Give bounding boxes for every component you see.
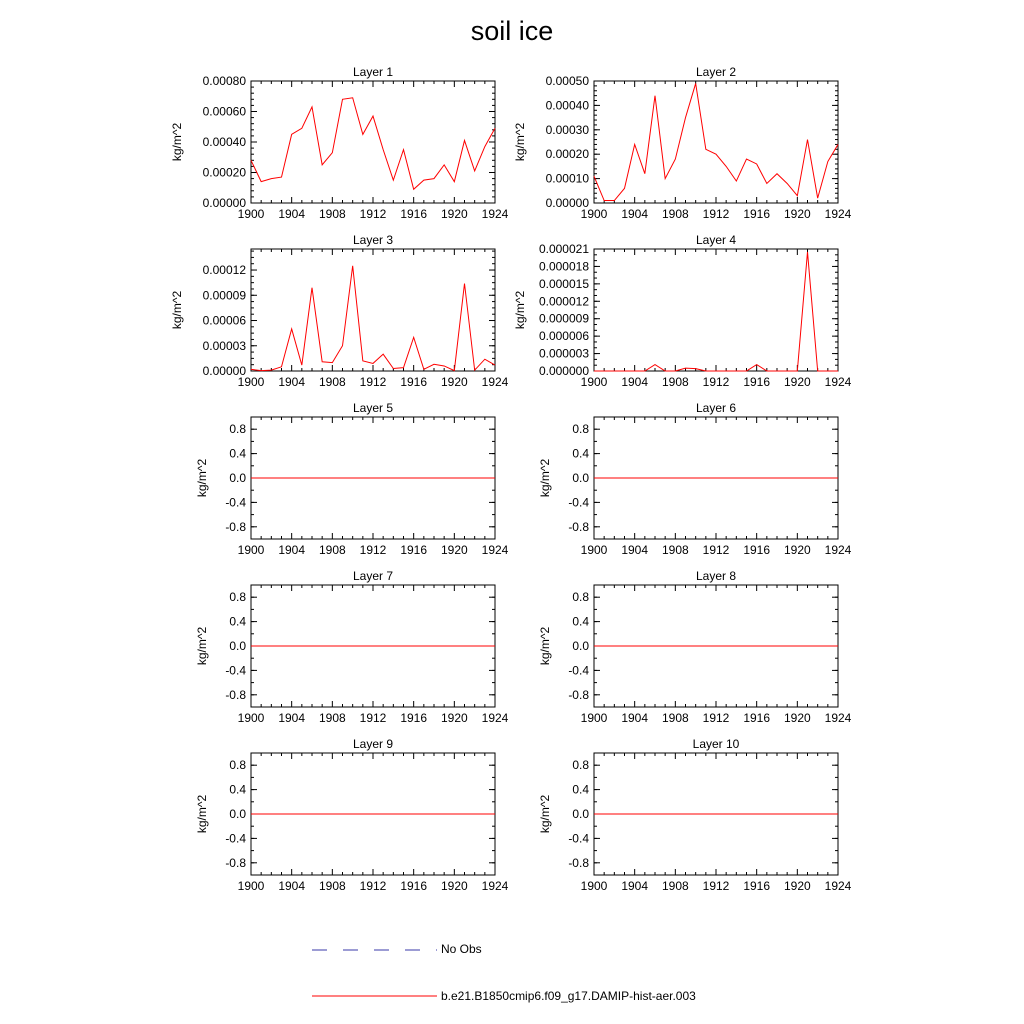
panel-4-ytick-label: 0.000012 xyxy=(538,294,589,309)
panel-4-xtick-label: 1912 xyxy=(702,375,730,389)
panel-3-title: Layer 3 xyxy=(352,233,394,247)
panel-6-xtick-label: 1904 xyxy=(621,543,649,557)
panel-1-ytick-label: 0.00000 xyxy=(202,196,246,210)
panel-7-ytick-label: 0.8 xyxy=(229,590,246,605)
panel-10-xtick-label: 1912 xyxy=(702,879,730,893)
panel-5-xtick-label: 1908 xyxy=(318,543,346,557)
panel-6-ytick-label: -0.8 xyxy=(568,519,589,534)
panel-2-xtick-label: 1912 xyxy=(702,207,730,221)
panel-7-xtick-label: 1908 xyxy=(318,711,346,725)
panel-2-xtick-label: 1904 xyxy=(621,207,649,221)
panel-10-xtick-label: 1908 xyxy=(661,879,689,893)
panel-6-xtick-label: 1900 xyxy=(580,543,608,557)
panel-8-title: Layer 8 xyxy=(695,569,737,583)
panel-6-ylabel: kg/m^2 xyxy=(538,458,552,498)
panel-4-xtick-label: 1924 xyxy=(824,375,852,389)
panel-2-ytick-label: 0.00040 xyxy=(545,98,589,113)
panel-6-xtick-label: 1908 xyxy=(661,543,689,557)
panel-9-ylabel: kg/m^2 xyxy=(195,794,209,834)
panel-7-xtick-label: 1900 xyxy=(237,711,265,725)
panel-4-series-line xyxy=(594,252,838,371)
panel-2-xtick-label: 1924 xyxy=(824,207,852,221)
panel-8-ytick-label: -0.4 xyxy=(568,663,589,678)
panel-9-xtick-label: 1908 xyxy=(318,879,346,893)
panel-7-ytick-label: -0.8 xyxy=(225,687,246,702)
page-title: soil ice xyxy=(470,16,554,46)
panel-5-ytick-label: -0.4 xyxy=(225,495,246,510)
panel-5-ytick-label: 0.8 xyxy=(229,422,246,437)
panel-5-xtick-label: 1916 xyxy=(400,543,428,557)
panel-1-ytick-label: 0.00060 xyxy=(202,104,246,119)
panel-5-xtick-label: 1920 xyxy=(440,543,468,557)
panel-5-xtick-label: 1912 xyxy=(359,543,387,557)
panel-2-title: Layer 2 xyxy=(695,65,737,79)
panel-3-ytick-label: 0.00003 xyxy=(202,338,246,353)
panel-7-ytick-label: 0.4 xyxy=(229,614,246,629)
panel-6-ytick-label: -0.4 xyxy=(568,495,589,510)
panel-3-frame xyxy=(251,249,495,371)
panel-5-ytick-label: -0.8 xyxy=(225,519,246,534)
panel-9-ytick-label: 0.8 xyxy=(229,758,246,773)
panel-4-ytick-label: 0.000018 xyxy=(538,259,589,274)
panel-9-ytick-label: -0.8 xyxy=(225,855,246,870)
panel-6-xtick-label: 1916 xyxy=(743,543,771,557)
panel-8-ytick-label: 0.0 xyxy=(572,639,589,653)
panel-10-xtick-label: 1916 xyxy=(743,879,771,893)
panel-4-title: Layer 4 xyxy=(695,233,737,247)
panel-4-xtick-label: 1920 xyxy=(783,375,811,389)
panel-1-xtick-label: 1920 xyxy=(440,207,468,221)
panel-6-ytick-label: 0.0 xyxy=(572,471,589,485)
panel-4-ytick-label: 0.000009 xyxy=(538,311,589,326)
panel-4-xtick-label: 1908 xyxy=(661,375,689,389)
panel-1-xtick-label: 1904 xyxy=(278,207,306,221)
panel-3-xtick-label: 1916 xyxy=(400,375,428,389)
panel-9-xtick-label: 1916 xyxy=(400,879,428,893)
panel-3-xtick-label: 1912 xyxy=(359,375,387,389)
panel-8-xtick-label: 1912 xyxy=(702,711,730,725)
panel-3-xtick-label: 1908 xyxy=(318,375,346,389)
panel-4-ytick-label: 0.000006 xyxy=(538,329,589,344)
panel-8-xtick-label: 1920 xyxy=(783,711,811,725)
panel-9-ytick-label: 0.0 xyxy=(229,807,246,821)
panel-10-ytick-label: -0.4 xyxy=(568,831,589,846)
panel-9-title: Layer 9 xyxy=(352,737,394,751)
panel-9-ytick-label: -0.4 xyxy=(225,831,246,846)
panel-2-ytick-label: 0.00020 xyxy=(545,147,589,162)
panel-6-xtick-label: 1920 xyxy=(783,543,811,557)
panel-3-xtick-label: 1920 xyxy=(440,375,468,389)
panel-1-xtick-label: 1916 xyxy=(400,207,428,221)
panel-8-xtick-label: 1908 xyxy=(661,711,689,725)
panel-7-xtick-label: 1904 xyxy=(278,711,306,725)
panel-7-xtick-label: 1912 xyxy=(359,711,387,725)
panel-4-ytick-label: 0.000003 xyxy=(538,346,589,361)
panel-6-ytick-label: 0.4 xyxy=(572,446,589,461)
panel-7-xtick-label: 1920 xyxy=(440,711,468,725)
panel-2-ytick-label: 0.00050 xyxy=(545,74,589,88)
panel-2-xtick-label: 1908 xyxy=(661,207,689,221)
panel-9-xtick-label: 1924 xyxy=(481,879,509,893)
panel-1-title: Layer 1 xyxy=(352,65,394,79)
panel-1-ytick-label: 0.00080 xyxy=(202,74,246,88)
panel-8-xtick-label: 1904 xyxy=(621,711,649,725)
panel-1-xtick-label: 1912 xyxy=(359,207,387,221)
panel-4-ytick-label: 0.000000 xyxy=(538,364,589,378)
panel-1-series-line xyxy=(251,98,495,190)
panel-1-frame xyxy=(251,81,495,203)
panel-9-ytick-label: 0.4 xyxy=(229,782,246,797)
panel-2-frame xyxy=(594,81,838,203)
panel-7-xtick-label: 1916 xyxy=(400,711,428,725)
panel-8-ylabel: kg/m^2 xyxy=(538,626,552,666)
panel-3-ytick-label: 0.00009 xyxy=(202,288,246,303)
panel-6-xtick-label: 1912 xyxy=(702,543,730,557)
panel-4-xtick-label: 1900 xyxy=(580,375,608,389)
panel-10-ytick-label: -0.8 xyxy=(568,855,589,870)
panel-9-xtick-label: 1912 xyxy=(359,879,387,893)
panel-4-ytick-label: 0.000015 xyxy=(538,276,589,291)
panel-2-series-line xyxy=(594,83,838,200)
panel-2-ytick-label: 0.00000 xyxy=(545,196,589,210)
panel-8-ytick-label: -0.8 xyxy=(568,687,589,702)
panel-7-title: Layer 7 xyxy=(352,569,394,583)
legend-label-model: b.e21.B1850cmip6.f09_g17.DAMIP-hist-aer.003 xyxy=(441,989,696,1003)
panel-7-ytick-label: -0.4 xyxy=(225,663,246,678)
panel-1-ylabel: kg/m^2 xyxy=(170,122,184,162)
panel-5-xtick-label: 1904 xyxy=(278,543,306,557)
panel-10-ytick-label: 0.4 xyxy=(572,782,589,797)
panel-8-xtick-label: 1924 xyxy=(824,711,852,725)
legend-label-no-obs: No Obs xyxy=(441,942,482,956)
panel-3-ytick-label: 0.00000 xyxy=(202,364,246,378)
panel-7-ytick-label: 0.0 xyxy=(229,639,246,653)
panel-3-xtick-label: 1924 xyxy=(481,375,509,389)
panel-8-xtick-label: 1916 xyxy=(743,711,771,725)
panel-10-ylabel: kg/m^2 xyxy=(538,794,552,834)
panel-5-ytick-label: 0.0 xyxy=(229,471,246,485)
panel-1-xtick-label: 1900 xyxy=(237,207,265,221)
panel-7-ylabel: kg/m^2 xyxy=(195,626,209,666)
panel-5-ylabel: kg/m^2 xyxy=(195,458,209,498)
panel-4-frame xyxy=(594,249,838,371)
panel-10-ytick-label: 0.8 xyxy=(572,758,589,773)
panel-3-xtick-label: 1900 xyxy=(237,375,265,389)
panel-4-ylabel: kg/m^2 xyxy=(513,290,527,330)
panel-2-xtick-label: 1920 xyxy=(783,207,811,221)
panel-1-ytick-label: 0.00020 xyxy=(202,165,246,180)
panel-5-xtick-label: 1924 xyxy=(481,543,509,557)
panel-3-ytick-label: 0.00012 xyxy=(202,263,246,278)
panel-6-title: Layer 6 xyxy=(695,401,737,415)
panel-6-ytick-label: 0.8 xyxy=(572,422,589,437)
panel-9-xtick-label: 1904 xyxy=(278,879,306,893)
panel-6-xtick-label: 1924 xyxy=(824,543,852,557)
panel-3-series-line xyxy=(251,266,495,371)
panel-5-xtick-label: 1900 xyxy=(237,543,265,557)
panel-4-ytick-label: 0.000021 xyxy=(538,242,589,256)
panel-10-title: Layer 10 xyxy=(692,737,740,751)
panel-4-xtick-label: 1916 xyxy=(743,375,771,389)
panel-10-xtick-label: 1924 xyxy=(824,879,852,893)
panel-2-xtick-label: 1900 xyxy=(580,207,608,221)
panel-9-xtick-label: 1900 xyxy=(237,879,265,893)
panel-3-xtick-label: 1904 xyxy=(278,375,306,389)
panel-3-ylabel: kg/m^2 xyxy=(170,290,184,330)
panel-8-ytick-label: 0.8 xyxy=(572,590,589,605)
panel-2-ylabel: kg/m^2 xyxy=(513,122,527,162)
panel-9-xtick-label: 1920 xyxy=(440,879,468,893)
panel-7-xtick-label: 1924 xyxy=(481,711,509,725)
panel-4-xtick-label: 1904 xyxy=(621,375,649,389)
panel-1-xtick-label: 1924 xyxy=(481,207,509,221)
panel-2-xtick-label: 1916 xyxy=(743,207,771,221)
panel-1-ytick-label: 0.00040 xyxy=(202,135,246,149)
panel-5-ytick-label: 0.4 xyxy=(229,446,246,461)
panel-3-ytick-label: 0.00006 xyxy=(202,313,246,328)
panel-10-xtick-label: 1900 xyxy=(580,879,608,893)
panel-2-ytick-label: 0.00030 xyxy=(545,122,589,137)
panel-8-ytick-label: 0.4 xyxy=(572,614,589,629)
panel-10-xtick-label: 1920 xyxy=(783,879,811,893)
panel-8-xtick-label: 1900 xyxy=(580,711,608,725)
panel-10-xtick-label: 1904 xyxy=(621,879,649,893)
panel-2-ytick-label: 0.00010 xyxy=(545,171,589,186)
panel-1-xtick-label: 1908 xyxy=(318,207,346,221)
panel-5-title: Layer 5 xyxy=(352,401,394,415)
panel-10-ytick-label: 0.0 xyxy=(572,807,589,821)
